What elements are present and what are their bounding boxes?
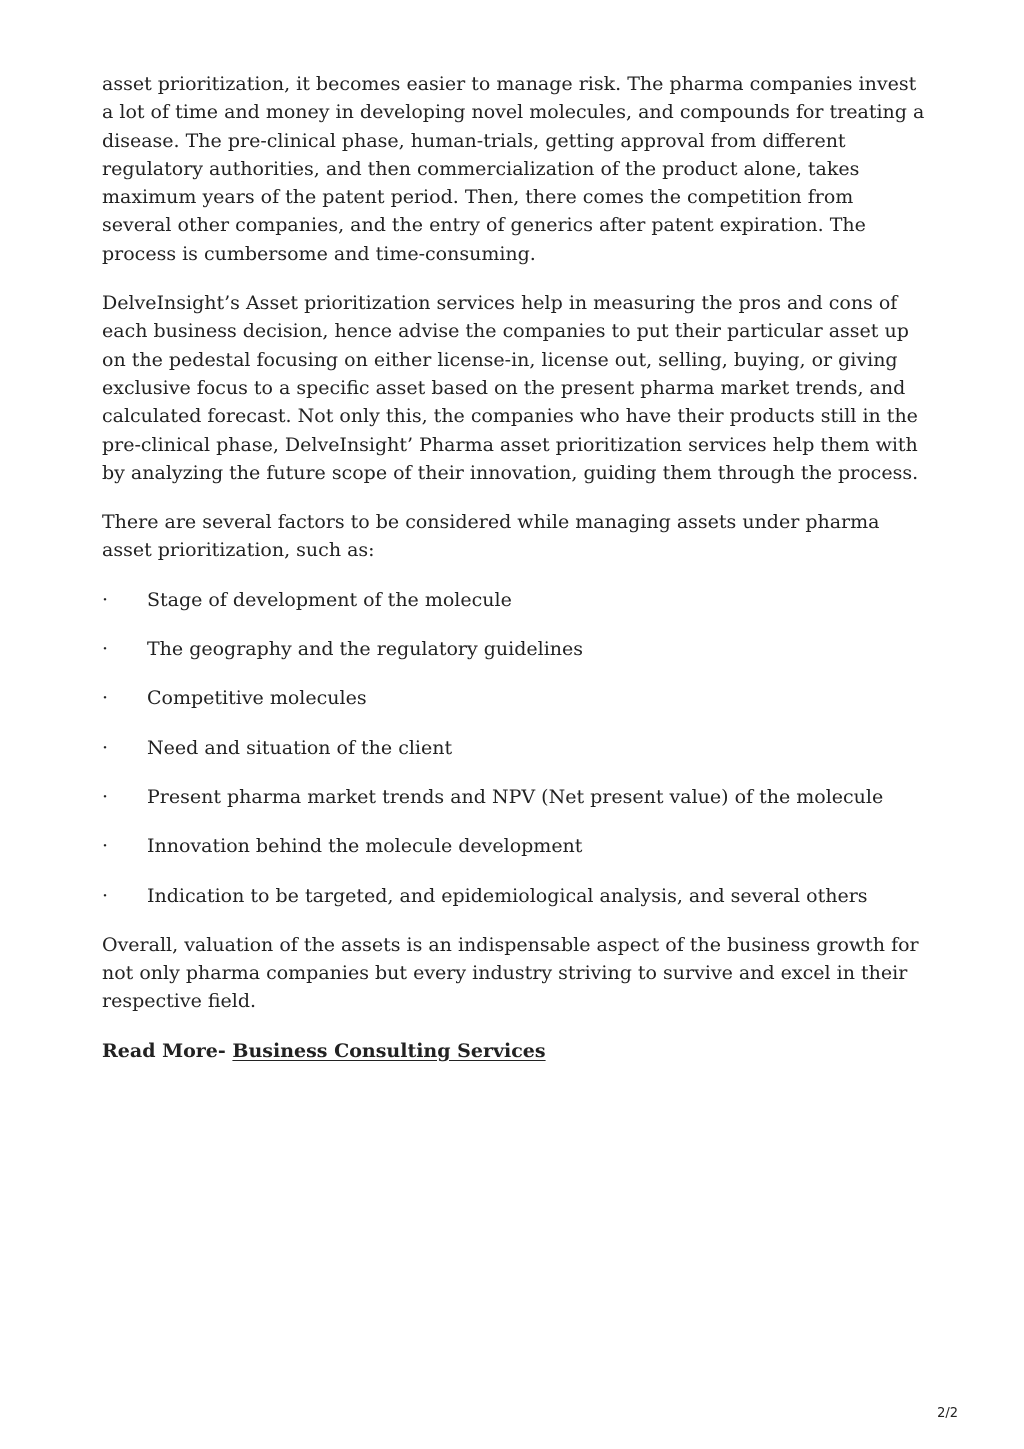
list-item-text: Innovation behind the molecule development: [147, 835, 583, 858]
list-item: [102, 734, 928, 762]
list-item-text: Competitive molecules: [147, 687, 367, 710]
bullet-icon: ·: [102, 835, 109, 858]
list-item: [102, 635, 928, 663]
factors-list: [102, 586, 928, 910]
business-consulting-link[interactable]: Business Consulting Services: [232, 1039, 546, 1062]
bullet-icon: ·: [102, 736, 109, 759]
list-item-text: Need and situation of the client: [147, 736, 453, 759]
bullet-icon: ·: [102, 785, 109, 808]
list-item: [102, 586, 928, 614]
bullet-icon: ·: [102, 638, 109, 661]
bullet-icon: ·: [102, 884, 109, 907]
list-item-text: The geography and the regulatory guidelines: [147, 638, 584, 661]
list-item: [102, 832, 928, 860]
list-item: [102, 684, 928, 712]
document-body: [102, 70, 928, 1065]
list-item-text: Indication to be targeted, and epidemiological analysis, and several others: [147, 884, 868, 907]
bullet-icon: ·: [102, 687, 109, 710]
list-item: [102, 882, 928, 910]
paragraph-factors-intro: There are several factors to be considered while managing assets under pharma asset prioritization, such as:: [102, 511, 880, 562]
bullet-icon: ·: [102, 588, 109, 611]
read-more-line: [102, 1037, 928, 1065]
read-more-label: Read More-: [102, 1039, 233, 1062]
paragraph-services: DelveInsight’s Asset prioritization services help in measuring the pros and cons of each business decision, hence advise the companies to put their particular asset up on the pedestal focusing on either license-in, license out, selling, buying, or giving exclusive focus to a specific asset based on the present pharma market trends, and calculated forecast. Not only this, the companies who have their products still in the pre-clinical phase, DelveInsight’ Pharma asset prioritization services help them with by analyzing the future scope of their innovation, guiding them through the process.: [102, 292, 919, 484]
list-item: [102, 783, 928, 811]
list-item-text: Stage of development of the molecule: [147, 588, 512, 611]
paragraph-risk: asset prioritization, it becomes easier to manage risk. The pharma companies invest a lot of time and money in developing novel molecules, and compounds for treating a disease. The pre-clinical phase, human-trials, getting approval from different regulatory authorities, and then commercialization of the product alone, takes maximum years of the patent period. Then, there comes the competition from several other companies, and the entry of generics after patent expiration. The process is cumbersome and time-consuming.: [102, 73, 925, 265]
paragraph-conclusion: Overall, valuation of the assets is an indispensable aspect of the business growth for not only pharma companies but every industry striving to survive and excel in their respective field.: [102, 933, 919, 1013]
page-number: 2/2: [937, 1406, 958, 1421]
list-item-text: Present pharma market trends and NPV (Net present value) of the molecule: [147, 785, 884, 808]
